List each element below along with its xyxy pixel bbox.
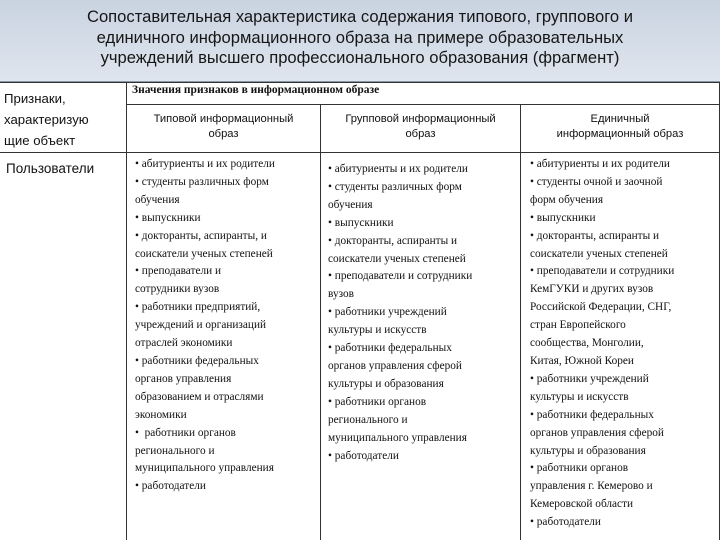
list-item: • работники предприятий, <box>135 299 318 317</box>
row-label-users: Пользователи <box>6 161 95 176</box>
list-item-continuation: обучения <box>135 193 180 206</box>
list-item: • работники органов <box>328 394 518 412</box>
attributes-header-cell <box>4 88 122 151</box>
title-line: единичного информационного образа на примере образовательных <box>96 27 624 47</box>
group-image-users-list <box>328 161 518 465</box>
list-item: • выпускники <box>328 215 518 233</box>
list-item-continuation: Китая, Южной Кореи <box>530 354 634 367</box>
list-item-continuation: стран Европейского <box>530 319 626 332</box>
list-item: • работодатели <box>530 514 718 532</box>
list-item: • работники органов <box>530 460 718 478</box>
column-header-line: Групповой информационный <box>345 113 496 125</box>
list-item-continuation: муниципального управления <box>135 462 274 475</box>
list-item-continuation: органов управления <box>135 372 232 385</box>
list-item: • работники учреждений <box>328 304 518 322</box>
list-item: • работодатели <box>135 478 318 496</box>
attributes-header-line: характеризую <box>4 112 89 127</box>
list-item-continuation: учреждений и организаций <box>135 319 267 332</box>
list-item: • преподаватели и сотрудники <box>530 263 718 281</box>
list-item: • студенты различных форм <box>328 179 518 197</box>
list-item: • работники федеральных <box>328 340 518 358</box>
attributes-header-line: щие объект <box>4 133 76 148</box>
list-item-continuation: отраслей экономики <box>135 337 233 350</box>
values-group-header: Значения признаков в информационном образе <box>132 84 380 96</box>
attributes-header-line: Признаки, <box>4 91 66 106</box>
list-item: • работники органов <box>135 425 318 443</box>
list-item: • работодатели <box>328 448 518 466</box>
list-item-continuation: Российской Федерации, СНГ, <box>530 301 672 314</box>
list-item-continuation: культуры и образования <box>530 444 646 457</box>
list-item-continuation: обучения <box>328 198 373 211</box>
list-item-continuation: Кемеровской области <box>530 498 634 511</box>
title-line: Сопоставительная характеристика содержания типового, группового и <box>86 7 634 26</box>
list-item-continuation: КемГУКИ и других вузов <box>530 283 654 296</box>
group-header-divider <box>126 104 720 105</box>
list-item: • студенты различных форм <box>135 174 318 192</box>
list-item-continuation: управления г. Кемерово и <box>530 480 653 493</box>
list-item-continuation: образованием и отраслями <box>135 390 264 403</box>
list-item: • докторанты, аспиранты, и <box>135 228 318 246</box>
list-item: • работники учреждений <box>530 371 718 389</box>
list-item-continuation: сотрудники вузов <box>135 283 220 296</box>
column-divider <box>320 104 321 540</box>
list-item-continuation: форм обучения <box>530 193 604 206</box>
column-header-group <box>321 112 520 141</box>
list-item: • преподаватели и сотрудники <box>328 268 518 286</box>
list-item-continuation: сообщества, Монголии, <box>530 337 644 350</box>
list-item-continuation: соискатели ученых степеней <box>530 247 668 260</box>
list-item-continuation: культуры и искусств <box>530 390 629 403</box>
list-item-continuation: вузов <box>328 288 354 301</box>
list-item: • абитуриенты и их родители <box>530 156 718 174</box>
list-item: • выпускники <box>135 210 318 228</box>
column-header-typical <box>127 112 320 141</box>
table-top-border <box>0 82 720 83</box>
list-item: • студенты очной и заочной <box>530 174 718 192</box>
list-item: • абитуриенты и их родители <box>328 161 518 179</box>
list-item-continuation: муниципального управления <box>328 431 467 444</box>
list-item: • докторанты, аспиранты и <box>328 233 518 251</box>
list-item-continuation: соискатели ученых степеней <box>135 247 273 260</box>
column-header-single <box>521 112 719 141</box>
column-header-line: Единичный <box>590 113 650 125</box>
list-item: • выпускники <box>530 210 718 228</box>
column-header-line: Типовой информационный <box>153 113 294 125</box>
list-item: • работники федеральных <box>135 353 318 371</box>
list-item-continuation: экономики <box>135 408 187 421</box>
first-column-divider <box>126 82 127 540</box>
column-header-line: информационный образ <box>556 127 684 140</box>
title-line: учреждений высшего профессионального образования (фрагмент) <box>100 48 620 67</box>
list-item-continuation: регионального и <box>328 413 408 426</box>
column-header-line: образ <box>405 127 436 140</box>
list-item-continuation: органов управления сферой <box>530 426 664 439</box>
single-image-users-list <box>530 156 718 532</box>
list-item: • преподаватели и <box>135 263 318 281</box>
list-item-continuation: органов управления сферой <box>328 359 462 372</box>
column-divider <box>520 104 521 540</box>
list-item: • работники федеральных <box>530 407 718 425</box>
list-item-continuation: культуры и образования <box>328 377 444 390</box>
column-header-line: образ <box>208 127 239 140</box>
list-item-continuation: соискатели ученых степеней <box>328 252 466 265</box>
header-row-divider <box>0 152 720 153</box>
list-item-continuation: культуры и искусств <box>328 324 427 337</box>
list-item: • абитуриенты и их родители <box>135 156 318 174</box>
typical-image-users-list <box>135 156 318 496</box>
list-item-continuation: регионального и <box>135 444 215 457</box>
list-item: • докторанты, аспиранты и <box>530 228 718 246</box>
